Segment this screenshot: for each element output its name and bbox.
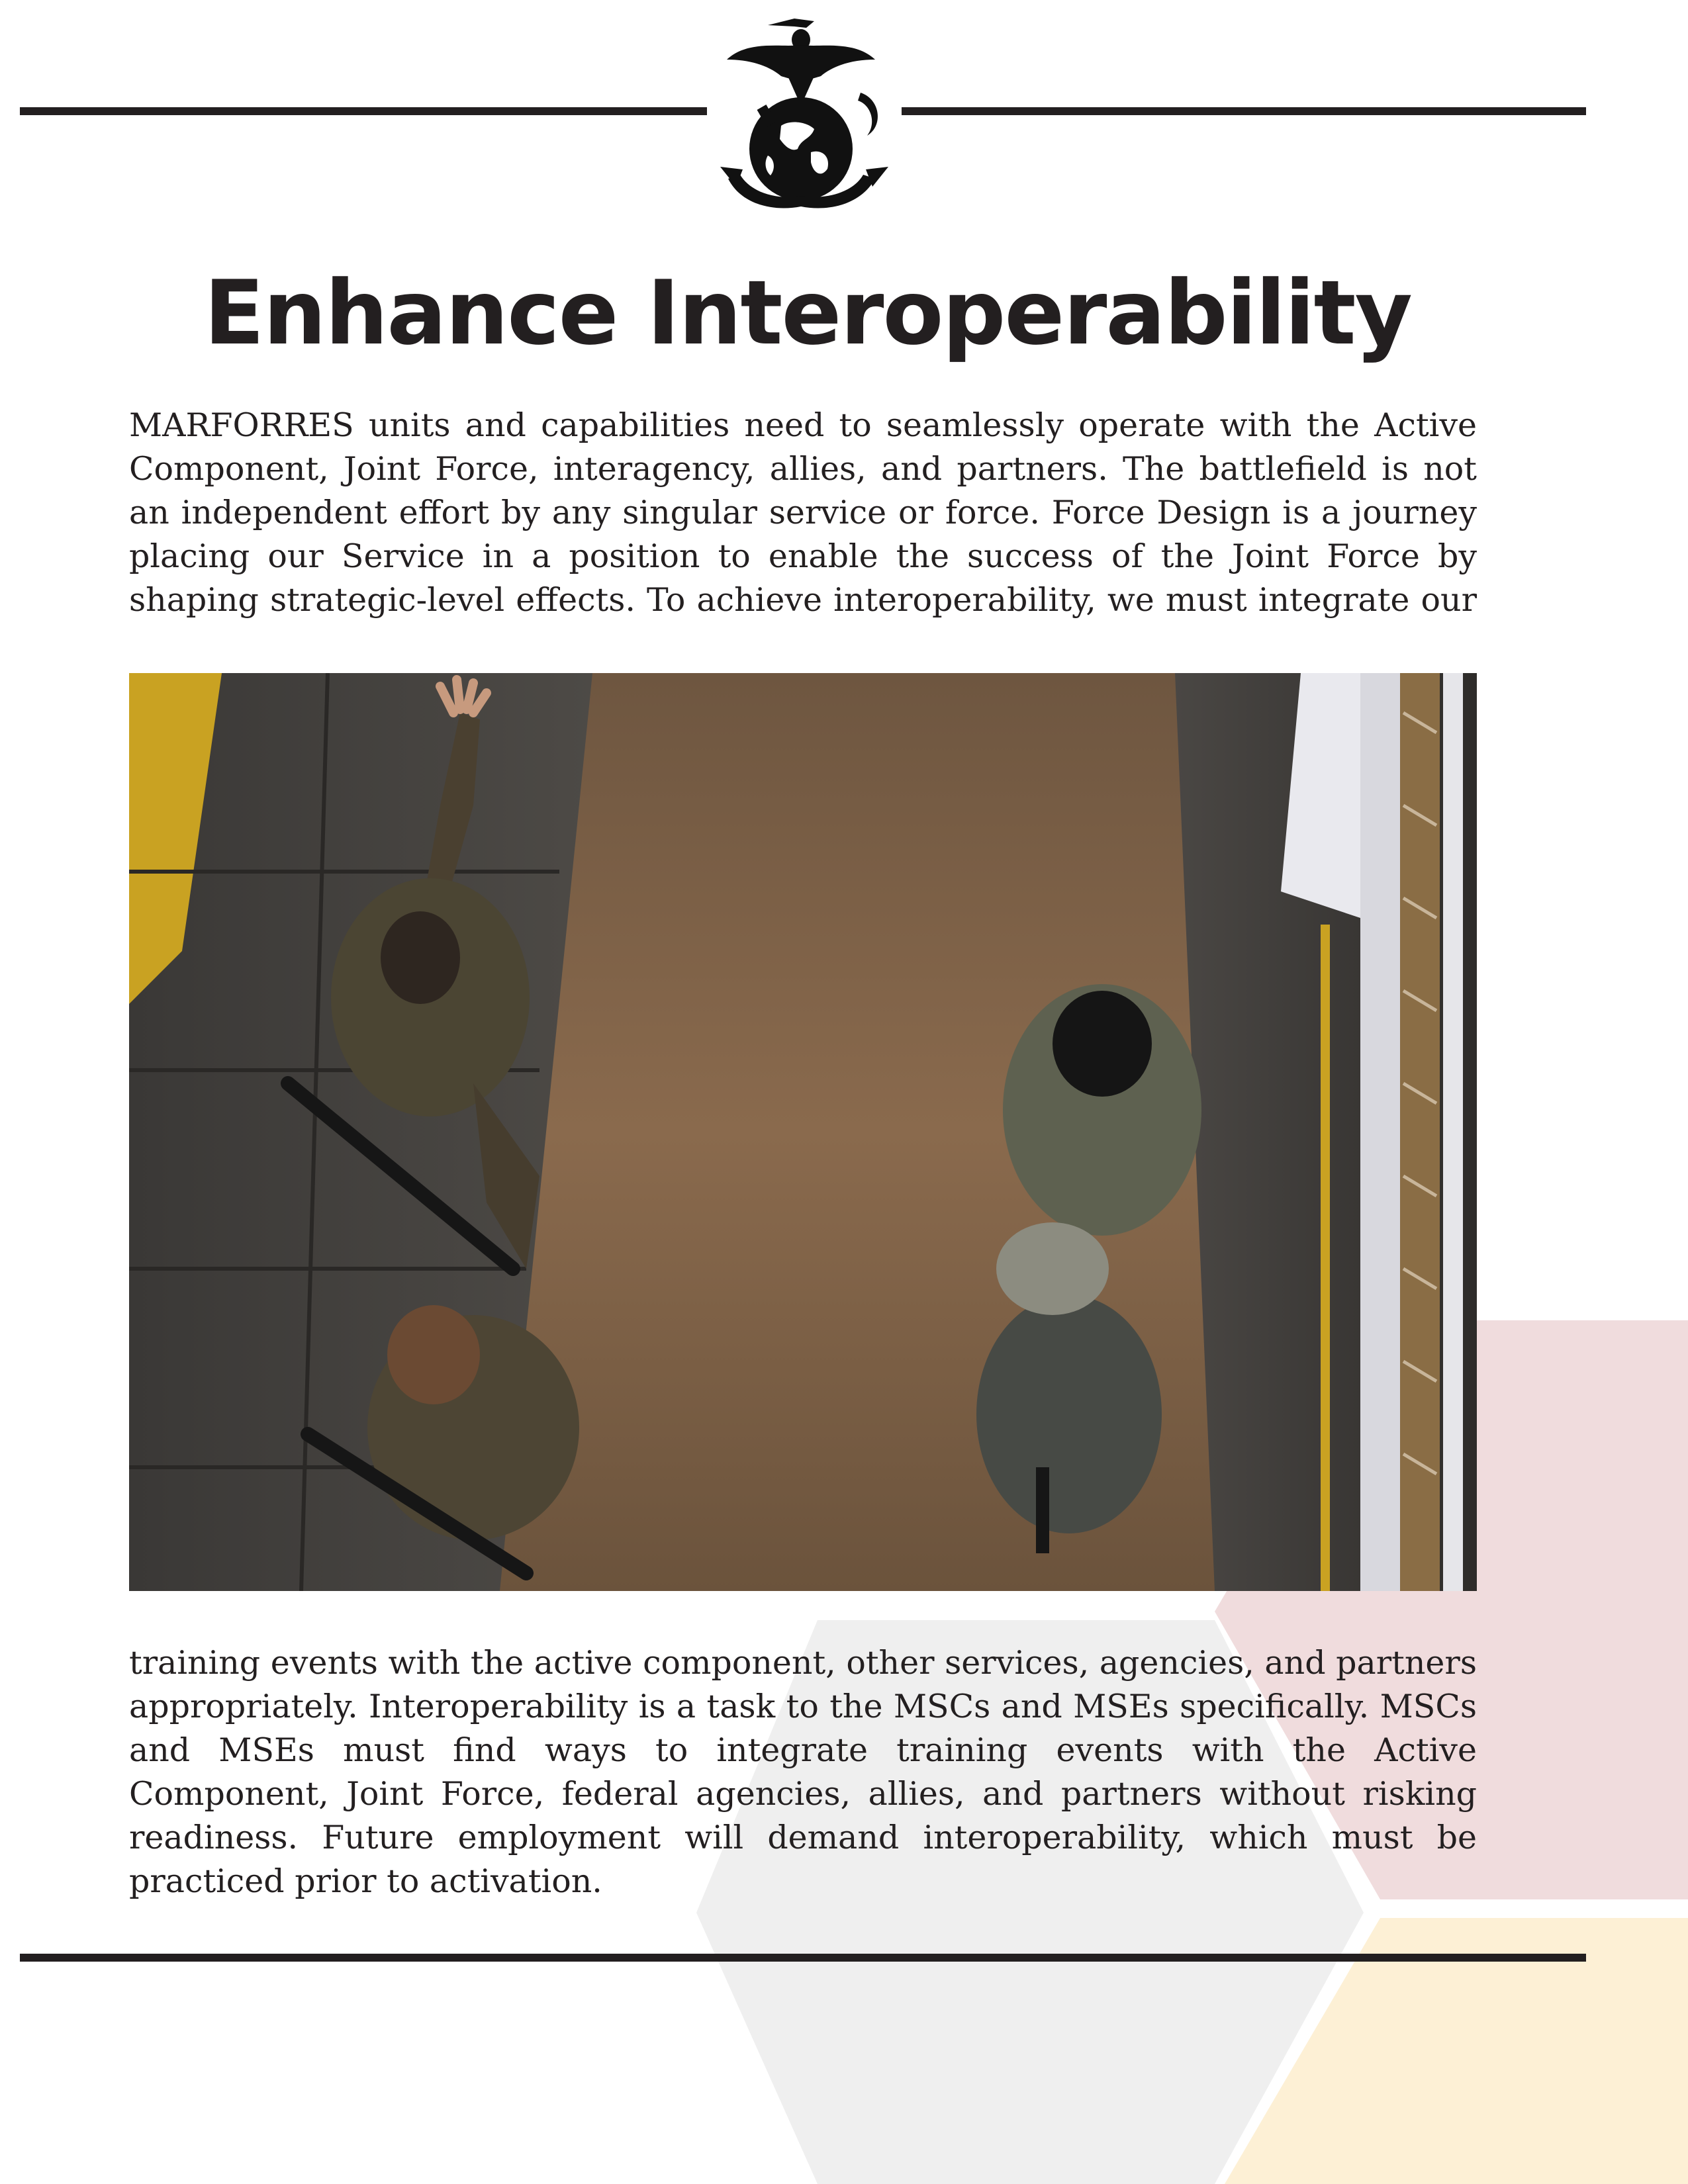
body-paragraph-intro: MARFORRES units and capabilities need to seamlessly operate with the Active Component, Joint Force, interagency, allies, and partners. The battlefield is not an independent effort by any singular service or force. Force Design is a journey placing our Service in a position to enable the success of the Joint Force by shaping strategic-level effects. To achieve interoperability, we must integrate our xyxy=(129,406,1477,619)
page-title: Enhance Interoperability xyxy=(204,261,1411,365)
footer-rule xyxy=(20,1954,1586,1962)
header-rule-right xyxy=(902,107,1586,115)
header-rule-left xyxy=(20,107,707,115)
eagle-globe-anchor-icon xyxy=(702,13,907,212)
body-paragraph-conclusion: training events with the active component, other services, agencies, and partners appropriately. Interoperability is a task to the MSCs and MSEs specifically. MSCs and MSEs must find ways to integrate training events with the Active Component, Joint Force, federal agencies, allies, and partners without risking readiness. Future employment will demand interoperability, which must be practiced prior to activation. xyxy=(129,1644,1477,1900)
training-photo xyxy=(129,673,1477,1591)
